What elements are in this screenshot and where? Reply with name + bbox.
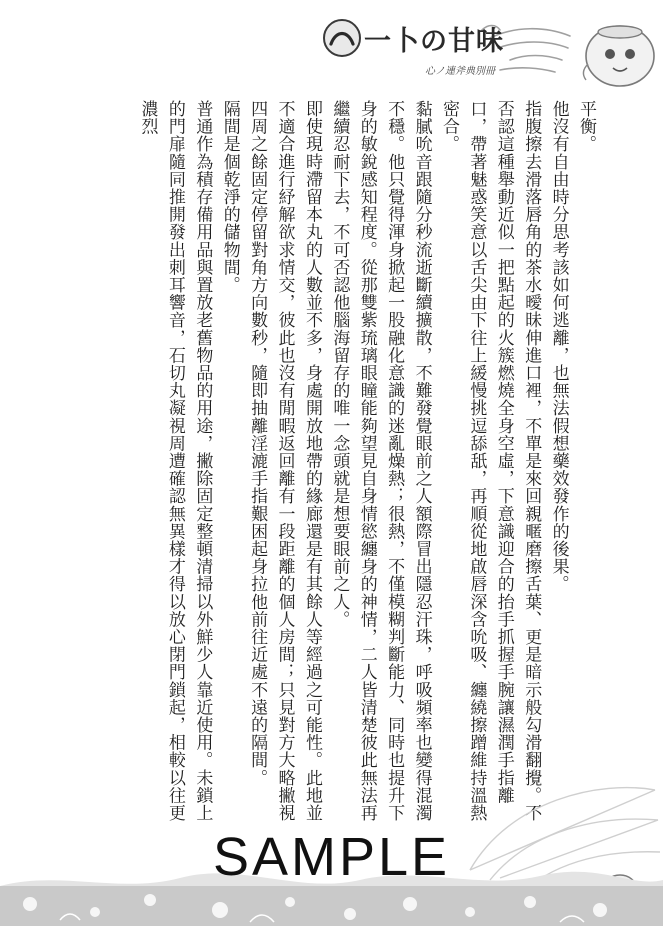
paragraph: 普通作為積存備用品與置放老舊物品的用途，撇除固定整頓清掃以外鮮少人靠近使用。未鎖上的門扉隨同推開發出刺耳響音，石切丸凝視周遭確認無異樣才得以放心閉門鎖起，相較以往更濃烈 [137, 100, 213, 822]
paragraph: 黏膩吮音跟隨分秒流逝斷續擴散，不難發覺眼前之人額際冒出隱忍汗珠，呼吸頻率也變得混濁不穩。他只覺得渾身掀起一股融化意識的迷亂燥熱；很熱，不僅模糊判斷能力、同時也提升下身的敏銳感知程度。從那雙紫琉璃眼瞳能夠望見自身情慾纏身的神情，二人皆清楚彼此無法再繼續忍耐下去，不可否認他腦海留存的唯一念頭就是想要眼前之人。 [329, 100, 432, 822]
chapter-title: 一卜の甘味 [364, 25, 504, 57]
sample-watermark: SAMPLE [212, 827, 451, 887]
paragraph: 隔間是個乾淨的儲物間。 [219, 100, 240, 294]
book-subtitle: 心ノ連斧典別冊 [425, 66, 495, 77]
paragraph: 指腹擦去滑落唇角的茶水曖昧伸進口裡，不單是來回親暱磨擦舌葉、更是暗示般勾滑翻攪。不否認這種舉動近似一把點起的火簇燃燒全身空虛，下意識迎合的抬手抓握手腕讓濕潤手指離口，帶著魅惑笑意以舌尖由下往上緩慢挑逗舔舐，再順從地啟唇深含吮吸、纏繞擦蹭維持溫熱密合。 [438, 100, 542, 822]
title-emblem-icon [322, 18, 362, 58]
paragraph: 即使現時滯留本丸的人數並不多，身處開放地帶的緣廊還是有其餘人等經過之可能性。此地並不適合進行紓解欲求情交，彼此也沒有閒暇返回離有一段距離的個人房間；只見對方大略撇視四周之餘固定停留對角方向數秒，隨即抽離淫漉手指艱困起身拉他前往近處不遠的隔間。 [247, 100, 322, 822]
paragraph: 他沒有自由時分思考該如何逃離，也無法假想藥效發作的後果。 [548, 100, 569, 593]
paragraph: 平衡。 [576, 100, 596, 153]
chapter-title-group [322, 18, 504, 58]
